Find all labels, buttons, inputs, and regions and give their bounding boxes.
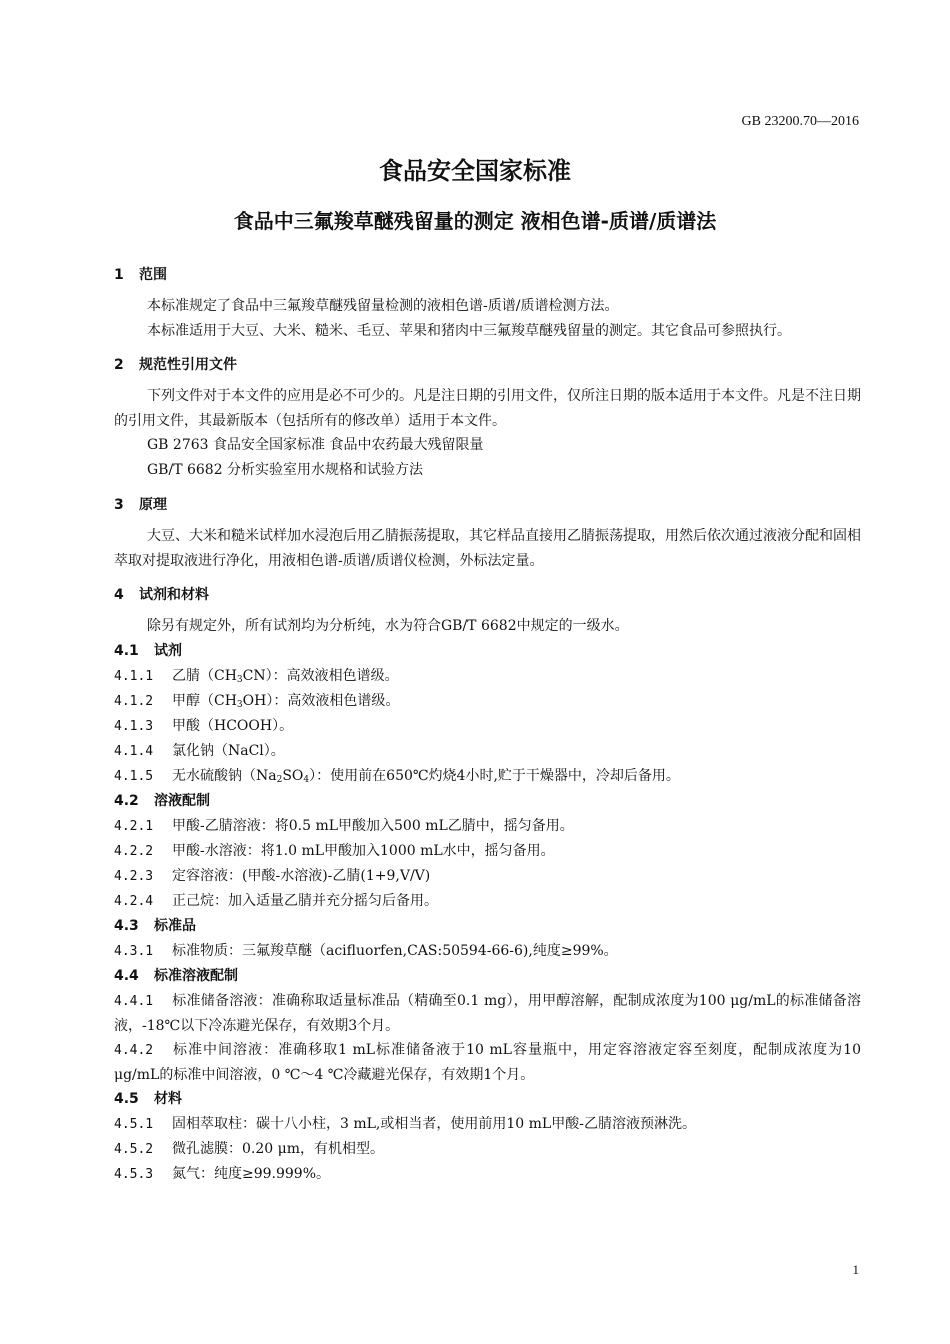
list-item: 4.4.1 标准储备溶液：准确称取适量标准品（精确至0.1 mg），用甲醇溶解，配制成浓度为100 μg/mL的标准储备溶液，-18℃以下冷冻避光保存，有效期3个月。 xyxy=(114,993,861,1034)
section-heading-4: 4 试剂和材料 xyxy=(114,587,209,603)
list-item: 4.2.4 正己烷：加入适量乙腈并充分摇匀后备用。 xyxy=(114,893,438,909)
list-item: 4.5.1 固相萃取柱：碳十八小柱，3 mL,或相当者，使用前用10 mL甲酸-乙腈溶液预淋洗。 xyxy=(114,1116,696,1132)
paragraph: 本标准适用于大豆、大米、糙米、毛豆、苹果和猪肉中三氟羧草醚残留量的测定。其它食品可参照执行。 xyxy=(147,322,791,339)
list-item: 4.4.2 标准中间溶液：准确移取1 mL标准储备液于10 mL容量瓶中，用定容溶液定容至刻度，配制成浓度为10 μg/mL的标准中间溶液，0 ℃～4 ℃冷藏避光保存，有效期1个月。 xyxy=(114,1042,861,1083)
list-item: 4.2.1 甲酸-乙腈溶液：将0.5 mL甲酸加入500 mL乙腈中，摇匀备用。 xyxy=(114,818,574,834)
list-item: 4.1.3 甲酸（HCOOH）。 xyxy=(114,718,294,734)
paragraph: 除另有规定外，所有试剂均为分析纯，水为符合GB/T 6682中规定的一级水。 xyxy=(147,618,629,634)
list-item: 4.1.1 乙腈$(CH_3CN)$：高效液相色谱级。 xyxy=(114,668,399,685)
section-heading-2: 2 规范性引用文件 xyxy=(114,357,237,373)
document-subtitle: 食品中三氟羧草醚残留量的测定 液相色谱-质谱/质谱法 xyxy=(233,209,717,233)
list-item: 4.2.3 定容溶液：(甲酸-水溶液)-乙腈(1+9,V/V) xyxy=(114,868,431,884)
paragraph: 大豆、大米和糙米试样加水浸泡后用乙腈振荡提取，其它样品直接用乙腈振荡提取，用然后依次通过液液分配和固相萃取对提取液进行净化，用液相色谱-质谱/质谱仪检测，外标法定量。 xyxy=(114,528,861,569)
list-item: 4.2.2 甲酸-水溶液：将1.0 mL甲酸加入1000 mL水中，摇匀备用。 xyxy=(114,843,555,859)
subsection-heading-4-3: 4.3 标准品 xyxy=(114,918,196,934)
reference-item: GB/T 6682 分析实验室用水规格和试验方法 xyxy=(147,462,424,478)
list-item: 4.1.4 氯化钠（NaCl）。 xyxy=(114,743,285,759)
document-body xyxy=(114,264,861,1187)
paragraph: 下列文件对于本文件的应用是必不可少的。凡是注日期的引用文件，仅所注日期的版本适用于本文件。凡是不注日期的引用文件，其最新版本（包括所有的修改单）适用于本文件。 xyxy=(114,388,861,429)
list-item: 4.5.2 微孔滤膜：0.20 μm，有机相型。 xyxy=(114,1141,384,1157)
subsection-heading-4-2: 4.2 溶液配制 xyxy=(114,793,210,809)
subsection-heading-4-1: 4.1 试剂 xyxy=(114,643,182,659)
list-item: 4.1.2 甲醇$(CH_3OH)$：高效液相色谱级。 xyxy=(114,693,400,710)
reference-item: GB 2763 食品安全国家标准 食品中农药最大残留限量 xyxy=(147,437,484,453)
document-title: 食品安全国家标准 xyxy=(379,157,571,185)
list-item: 4.3.1 标准物质：三氟羧草醚（acifluorfen,CAS:50594-66-6),纯度≥99%。 xyxy=(114,943,618,959)
page-number: 1 xyxy=(852,1262,859,1277)
subsection-heading-4-5: 4.5 材料 xyxy=(114,1091,182,1107)
list-item: 4.1.5 无水硫酸钠$(Na_2SO_4)$：使用前在650℃灼烧4小时,贮于干燥器中，冷却后备用。 xyxy=(114,768,680,785)
subsection-heading-4-4: 4.4 标准溶液配制 xyxy=(114,968,238,984)
paragraph: 本标准规定了食品中三氟羧草醚残留量检测的液相色谱-质谱/质谱检测方法。 xyxy=(147,298,619,314)
section-heading-1: 1 范围 xyxy=(114,267,167,283)
section-heading-3: 3 原理 xyxy=(114,497,167,513)
list-item: 4.5.3 氮气：纯度≥99.999%。 xyxy=(114,1166,331,1182)
standard-number: GB 23200.70—2016 xyxy=(741,114,859,129)
